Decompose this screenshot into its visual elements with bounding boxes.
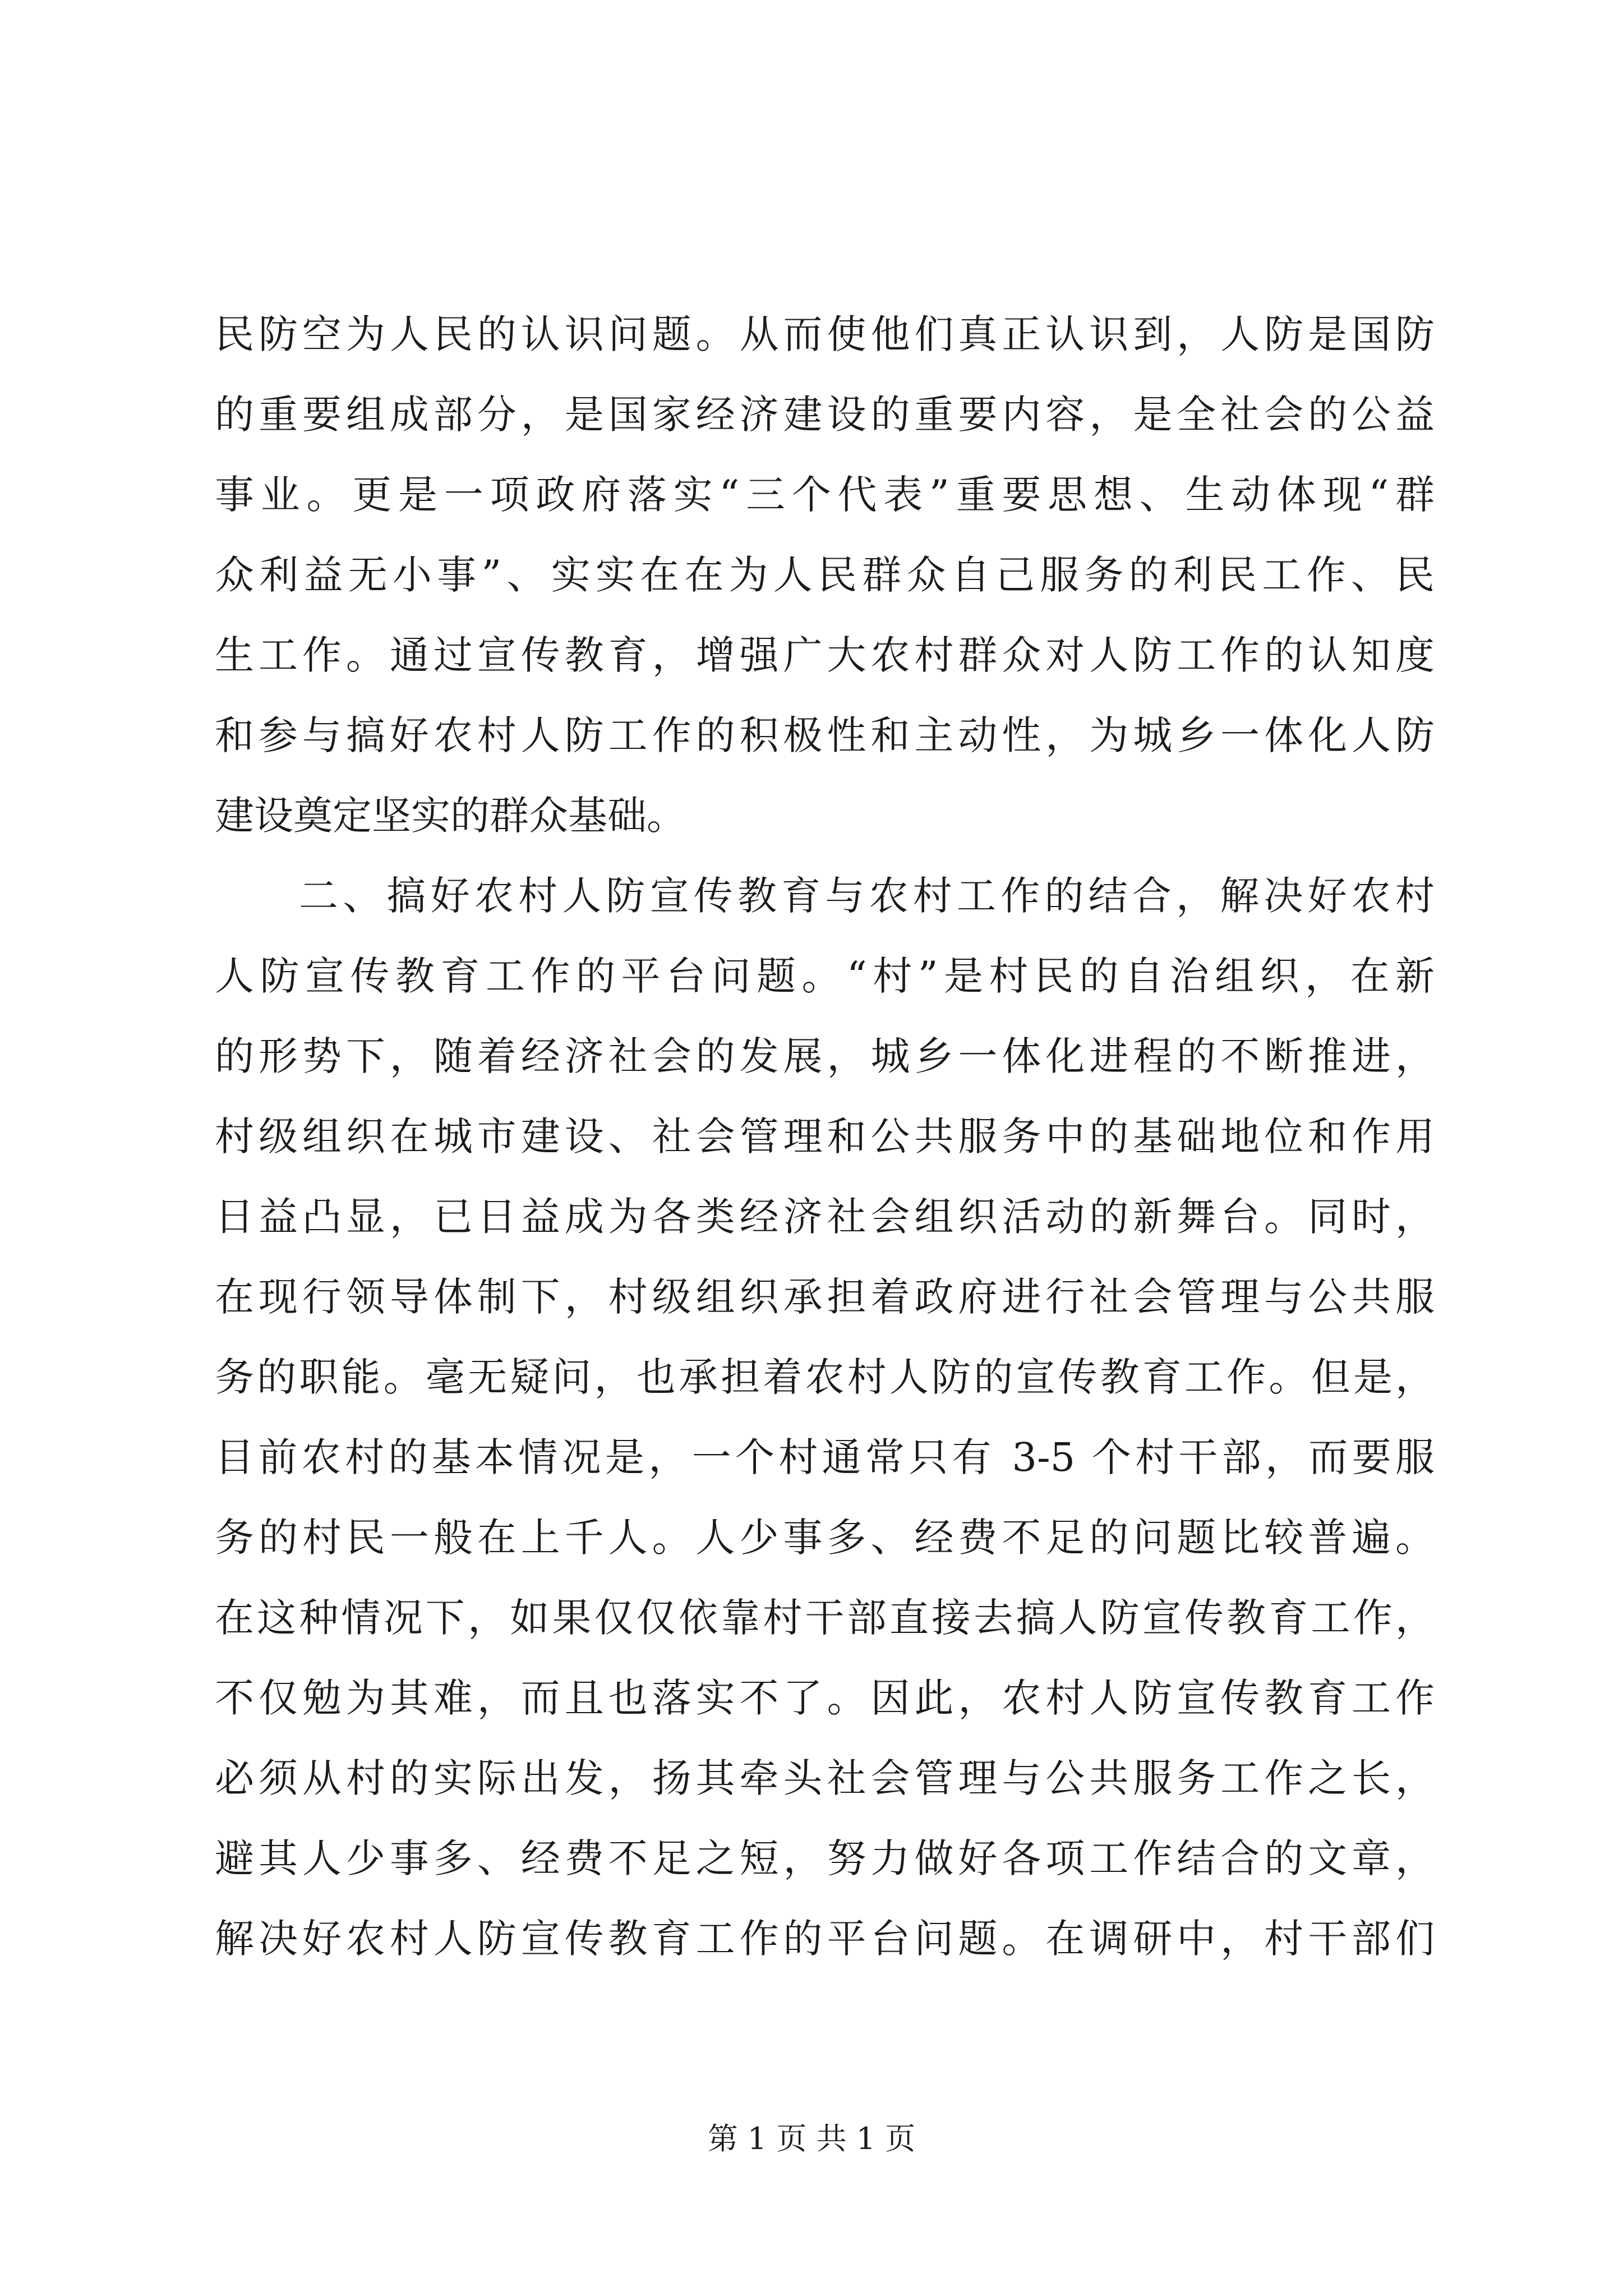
text-line: 的重要组成部分，是国家经济建设的重要内容，是全社会的公益 [215,392,1435,438]
text-line: 人防宣传教育工作的平台问题。“村”是村民的自治组织，在新 [215,953,1435,999]
text-line [215,1979,1435,2059]
text-line: 务的职能。毫无疑问，也承担着农村人防的宣传教育工作。但是， [215,1354,1435,1400]
body-text [215,295,1435,2059]
text-line: 生工作。通过宣传教育，增强广大农村群众对人防工作的认知度 [215,632,1435,678]
text-line: 二、搞好农村人防宣传教育与农村工作的结合，解决好农村 [299,873,1435,919]
text-line: 不仅勉为其难，而且也落实不了。因此，农村人防宣传教育工作 [215,1675,1435,1721]
text-line: 在现行领导体制下，村级组织承担着政府进行社会管理与公共服 [215,1274,1435,1320]
text-line: 务的村民一般在上千人。人少事多、经费不足的问题比较普遍。 [215,1515,1435,1561]
text-line: 目前农村的基本情况是，一个村通常只有 3-5 个村干部，而要服 [215,1434,1435,1480]
text-line: 避其人少事多、经费不足之短，努力做好各项工作结合的文章， [215,1835,1435,1881]
text-line: 的形势下，随着经济社会的发展，城乡一体化进程的不断推进， [215,1033,1435,1079]
text-line: 事业。更是一项政府落实“三个代表”重要思想、生动体现“群 [215,472,1435,518]
text-line: 和参与搞好农村人防工作的积极性和主动性，为城乡一体化人防 [215,712,1435,758]
page-footer [0,2119,1623,2159]
page-number: 第 1 页 共 1 页 [707,2121,916,2156]
text-line: 众利益无小事”、实实在在为人民群众自己服务的利民工作、民 [215,552,1435,598]
text-line: 民防空为人民的认识问题。从而使他们真正认识到，人防是国防 [215,311,1435,357]
text-line: 解决好农村人防宣传教育工作的平台问题。在调研中，村干部们 [215,1916,1435,1962]
text-line: 必须从村的实际出发，扬其牵头社会管理与公共服务工作之长， [215,1755,1435,1801]
text-line: 日益凸显，已日益成为各类经济社会组织活动的新舞台。同时， [215,1194,1435,1240]
text-line: 在这种情况下，如果仅仅依靠村干部直接去搞人防宣传教育工作， [215,1595,1435,1641]
text-line: 村级组织在城市建设、社会管理和公共服务中的基础地位和作用 [215,1114,1435,1159]
text-line: 建设奠定坚实的群众基础。 [215,793,686,839]
